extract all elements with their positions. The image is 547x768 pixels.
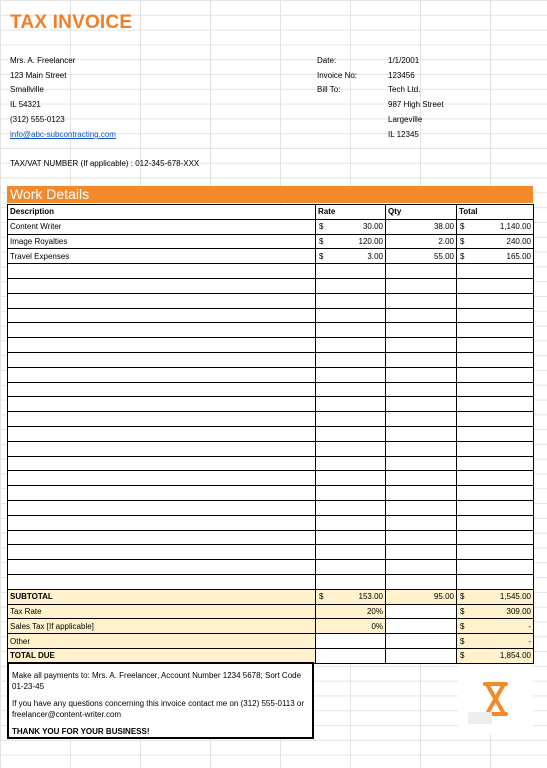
empty-cell[interactable]	[8, 515, 316, 530]
item-rate-cell[interactable]	[316, 219, 386, 234]
empty-cell[interactable]	[8, 574, 316, 589]
date-label: Date:	[317, 56, 337, 65]
empty-cell[interactable]	[316, 500, 386, 515]
empty-cell[interactable]	[316, 560, 386, 575]
empty-cell[interactable]	[457, 545, 534, 560]
empty-cell[interactable]	[316, 367, 386, 382]
currency-symbol: $	[460, 636, 465, 646]
empty-cell[interactable]	[386, 264, 457, 279]
empty-cell[interactable]	[8, 352, 316, 367]
empty-cell[interactable]	[457, 441, 534, 456]
empty-cell[interactable]	[457, 486, 534, 501]
empty-table-row	[8, 426, 534, 441]
empty-cell[interactable]	[386, 412, 457, 427]
empty-cell[interactable]	[8, 264, 316, 279]
empty-table-row	[8, 545, 534, 560]
bill-to-street: 987 High Street	[388, 100, 444, 109]
empty-cell[interactable]	[386, 382, 457, 397]
empty-cell[interactable]	[8, 530, 316, 545]
invoice-title: TAX INVOICE	[10, 12, 133, 33]
empty-cell[interactable]	[316, 412, 386, 427]
empty-table-row	[8, 486, 534, 501]
empty-cell[interactable]	[457, 560, 534, 575]
empty-table-row	[8, 264, 534, 279]
sales-tax-total-cell[interactable]	[457, 619, 534, 634]
empty-cell[interactable]	[316, 471, 386, 486]
empty-cell[interactable]	[8, 397, 316, 412]
column-header-description: Description	[8, 205, 316, 220]
subtotal-label: SUBTOTAL	[8, 589, 316, 604]
sales-tax-label: Sales Tax [If applicable]	[8, 619, 316, 634]
item-qty[interactable]: 38.00	[386, 219, 457, 234]
item-total-cell[interactable]	[457, 249, 534, 264]
empty-table-row	[8, 323, 534, 338]
empty-cell[interactable]	[386, 397, 457, 412]
empty-cell[interactable]	[8, 545, 316, 560]
invoice-number-value: 123456	[388, 71, 415, 80]
column-header-qty: Qty	[386, 205, 457, 220]
empty-cell[interactable]	[386, 604, 457, 619]
bill-to-company: Tech Ltd.	[388, 85, 421, 94]
contact-details: If you have any questions concerning this invoice contact me on (312) 555-0113 or freelancer@content-writer.com	[12, 699, 305, 719]
tax-rate-row	[8, 604, 534, 619]
empty-cell[interactable]	[316, 352, 386, 367]
empty-cell[interactable]	[8, 426, 316, 441]
payment-details: Make all payments to: Mrs. A. Freelancer, Account Number 1234 5678; Sort Code 01-23-45	[12, 671, 302, 691]
subtotal-qty[interactable]: 95.00	[386, 589, 457, 604]
empty-cell[interactable]	[8, 441, 316, 456]
empty-cell[interactable]	[457, 293, 534, 308]
empty-cell[interactable]	[316, 574, 386, 589]
item-description[interactable]: Content Writer	[8, 219, 316, 234]
empty-cell[interactable]	[8, 500, 316, 515]
subtotal-rate-cell[interactable]	[316, 589, 386, 604]
item-rate: 30.00	[362, 222, 383, 232]
empty-table-row	[8, 293, 534, 308]
bill-to-label: Bill To:	[317, 85, 341, 94]
empty-cell[interactable]	[457, 397, 534, 412]
empty-cell[interactable]	[8, 382, 316, 397]
empty-cell[interactable]	[457, 264, 534, 279]
empty-cell[interactable]	[386, 471, 457, 486]
empty-cell[interactable]	[457, 352, 534, 367]
item-total: 1,140.00	[499, 222, 531, 232]
total-due-amount: 1,854.00	[499, 651, 531, 661]
empty-cell[interactable]	[386, 574, 457, 589]
empty-cell[interactable]	[386, 530, 457, 545]
empty-table-row	[8, 500, 534, 515]
empty-cell[interactable]	[316, 397, 386, 412]
empty-table-row	[8, 471, 534, 486]
empty-cell[interactable]	[386, 515, 457, 530]
empty-cell[interactable]	[316, 515, 386, 530]
sales-tax-value[interactable]: 0%	[316, 619, 386, 634]
sender-email-link[interactable]: info@abc-subcontracting.com	[10, 130, 116, 139]
empty-cell[interactable]	[316, 648, 386, 663]
table-row	[8, 219, 534, 234]
item-qty[interactable]: 2.00	[386, 234, 457, 249]
sales-tax-row	[8, 619, 534, 634]
empty-cell[interactable]	[386, 456, 457, 471]
empty-cell[interactable]	[457, 367, 534, 382]
empty-cell[interactable]	[316, 293, 386, 308]
empty-cell[interactable]	[386, 441, 457, 456]
payment-instructions-box	[7, 662, 314, 739]
item-rate-cell[interactable]	[316, 249, 386, 264]
currency-symbol: $	[460, 651, 465, 661]
empty-cell[interactable]	[457, 382, 534, 397]
tax-rate-value[interactable]: 20%	[316, 604, 386, 619]
empty-cell[interactable]	[457, 515, 534, 530]
empty-table-row	[8, 574, 534, 589]
empty-cell[interactable]	[386, 648, 457, 663]
empty-cell[interactable]	[316, 278, 386, 293]
subtotal-row	[8, 589, 534, 604]
empty-cell[interactable]	[316, 264, 386, 279]
empty-cell[interactable]	[457, 530, 534, 545]
empty-table-row	[8, 308, 534, 323]
currency-symbol: $	[319, 222, 324, 232]
tax-total-cell[interactable]	[457, 604, 534, 619]
sender-state-zip: IL 54321	[10, 100, 41, 109]
table-row	[8, 234, 534, 249]
empty-cell[interactable]	[457, 412, 534, 427]
tax-rate-label: Tax Rate	[8, 604, 316, 619]
work-details-table	[7, 204, 534, 664]
item-total-cell[interactable]	[457, 234, 534, 249]
empty-cell[interactable]	[386, 619, 457, 634]
empty-cell[interactable]	[386, 308, 457, 323]
sales-tax-total: -	[528, 621, 531, 631]
empty-cell[interactable]	[386, 634, 457, 649]
empty-table-row	[8, 382, 534, 397]
item-description[interactable]: Travel Expenses	[8, 249, 316, 264]
empty-cell[interactable]	[316, 382, 386, 397]
date-value: 1/1/2001	[388, 56, 420, 65]
work-details-header: Work Details	[7, 186, 533, 203]
empty-cell[interactable]	[386, 278, 457, 293]
currency-symbol: $	[460, 251, 465, 261]
total-due-row	[8, 648, 534, 663]
empty-cell[interactable]	[316, 308, 386, 323]
empty-cell[interactable]	[457, 338, 534, 353]
item-rate-cell[interactable]	[316, 234, 386, 249]
empty-cell[interactable]	[8, 456, 316, 471]
tax-total: 309.00	[506, 606, 531, 616]
empty-cell[interactable]	[457, 278, 534, 293]
thank-you-message: THANK YOU FOR YOUR BUSINESS!	[12, 727, 150, 736]
summary-section	[8, 589, 534, 663]
tax-vat-number: TAX/VAT NUMBER (If applicable) : 012-345-678-XXX	[10, 159, 200, 168]
empty-table-row	[8, 397, 534, 412]
subtotal-total: 1,545.00	[499, 592, 531, 602]
item-total-cell[interactable]	[457, 219, 534, 234]
empty-cell[interactable]	[8, 486, 316, 501]
empty-cell[interactable]	[386, 323, 457, 338]
other-total-cell[interactable]	[457, 634, 534, 649]
currency-symbol: $	[460, 222, 465, 232]
empty-cell[interactable]	[457, 323, 534, 338]
currency-symbol: $	[319, 592, 324, 602]
empty-cell[interactable]	[386, 500, 457, 515]
item-total: 240.00	[506, 236, 531, 246]
empty-cell[interactable]	[457, 308, 534, 323]
empty-cell[interactable]	[8, 278, 316, 293]
empty-cell[interactable]	[457, 500, 534, 515]
work-items	[8, 219, 534, 589]
column-header-rate: Rate	[316, 205, 386, 220]
empty-cell[interactable]	[457, 426, 534, 441]
sender-street: 123 Main Street	[10, 71, 67, 80]
sender-name: Mrs. A. Freelancer	[10, 56, 76, 65]
item-rate: 3.00	[367, 251, 383, 261]
empty-table-row	[8, 278, 534, 293]
empty-cell[interactable]	[316, 634, 386, 649]
empty-cell[interactable]	[386, 426, 457, 441]
empty-table-row	[8, 352, 534, 367]
other-row	[8, 634, 534, 649]
currency-symbol: $	[460, 236, 465, 246]
sender-phone: (312) 555-0123	[10, 115, 65, 124]
empty-table-row	[8, 338, 534, 353]
total-due-label: TOTAL DUE	[8, 648, 316, 663]
empty-cell[interactable]	[316, 426, 386, 441]
column-header-total: Total	[457, 205, 534, 220]
empty-cell[interactable]	[316, 441, 386, 456]
currency-symbol: $	[460, 592, 465, 602]
total-due-cell[interactable]	[457, 648, 534, 663]
empty-cell[interactable]	[316, 456, 386, 471]
empty-cell[interactable]	[316, 486, 386, 501]
bill-to-state-zip: IL 12345	[388, 130, 419, 139]
empty-cell[interactable]	[8, 471, 316, 486]
item-total: 165.00	[506, 251, 531, 261]
empty-cell[interactable]	[8, 293, 316, 308]
empty-cell[interactable]	[457, 471, 534, 486]
subtotal-total-cell[interactable]	[457, 589, 534, 604]
empty-table-row	[8, 412, 534, 427]
empty-cell[interactable]	[316, 545, 386, 560]
empty-cell[interactable]	[8, 412, 316, 427]
subtotal-rate: 153.00	[358, 592, 383, 602]
empty-table-row	[8, 560, 534, 575]
empty-cell[interactable]	[386, 293, 457, 308]
table-row	[8, 249, 534, 264]
sender-city: Smallville	[10, 85, 44, 94]
item-rate: 120.00	[358, 236, 383, 246]
empty-cell[interactable]	[8, 560, 316, 575]
empty-cell[interactable]	[386, 545, 457, 560]
currency-symbol: $	[319, 251, 324, 261]
other-label: Other	[8, 634, 316, 649]
item-qty[interactable]: 55.00	[386, 249, 457, 264]
empty-cell[interactable]	[457, 574, 534, 589]
empty-table-row	[8, 530, 534, 545]
currency-symbol: $	[319, 236, 324, 246]
other-total: -	[528, 636, 531, 646]
empty-cell[interactable]	[457, 456, 534, 471]
empty-table-row	[8, 515, 534, 530]
empty-cell[interactable]	[386, 338, 457, 353]
empty-table-row	[8, 441, 534, 456]
logo-caption-box	[468, 712, 492, 724]
item-description[interactable]: Image Royalties	[8, 234, 316, 249]
currency-symbol: $	[460, 621, 465, 631]
invoice-number-label: Invoice No:	[317, 71, 358, 80]
currency-symbol: $	[460, 606, 465, 616]
empty-cell[interactable]	[386, 486, 457, 501]
empty-cell[interactable]	[8, 338, 316, 353]
bill-to-city: Largeville	[388, 115, 423, 124]
empty-cell[interactable]	[8, 308, 316, 323]
empty-cell[interactable]	[8, 367, 316, 382]
empty-cell[interactable]	[386, 560, 457, 575]
empty-cell[interactable]	[8, 323, 316, 338]
empty-cell[interactable]	[316, 530, 386, 545]
empty-cell[interactable]	[316, 338, 386, 353]
empty-table-row	[8, 367, 534, 382]
empty-table-row	[8, 456, 534, 471]
empty-cell[interactable]	[386, 367, 457, 382]
empty-cell[interactable]	[316, 323, 386, 338]
empty-cell[interactable]	[386, 352, 457, 367]
